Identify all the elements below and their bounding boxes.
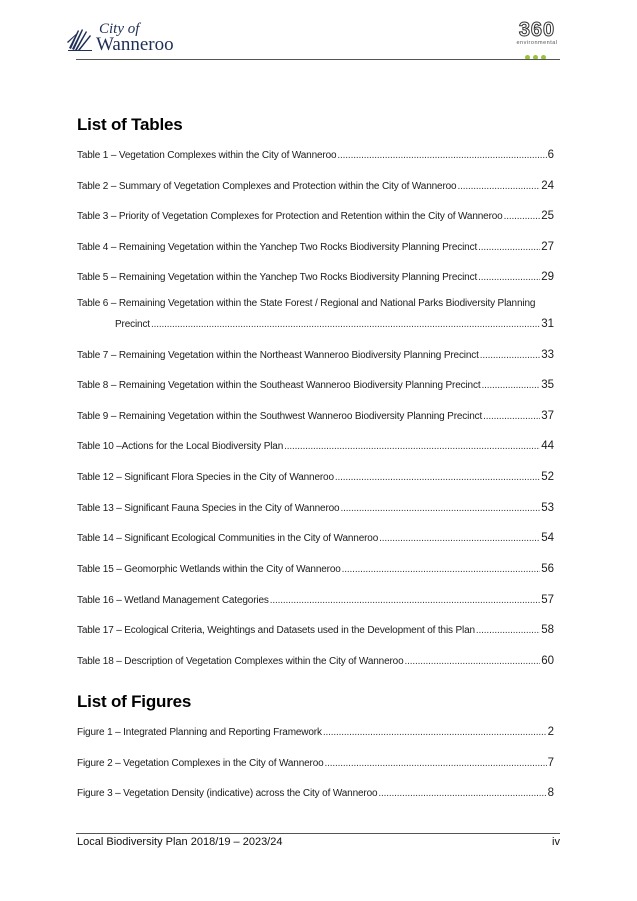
- toc-page-number: 53: [541, 502, 554, 514]
- toc-label: Table 14 – Significant Ecological Communities in the City of Wanneroo: [77, 533, 379, 544]
- footer-divider: [76, 833, 560, 834]
- toc-table-3[interactable]: [77, 209, 554, 224]
- toc-page-number: 37: [541, 410, 554, 422]
- dot-leader: [335, 471, 540, 485]
- toc-label: Table 9 – Remaining Vegetation within the Southwest Wanneroo Biodiversity Planning Precinct: [77, 411, 483, 422]
- toc-table-13[interactable]: [77, 501, 554, 516]
- page-header: [0, 0, 637, 62]
- footer-document-title: Local Biodiversity Plan 2018/19 – 2023/24: [77, 836, 283, 848]
- toc-page-number: 25: [541, 210, 554, 222]
- dot-leader: [378, 787, 546, 801]
- toc-label: Table 15 – Geomorphic Wetlands within the City of Wanneroo: [77, 564, 341, 575]
- dot-leader: [325, 757, 547, 771]
- toc-table-1[interactable]: [77, 148, 554, 163]
- toc-table-4[interactable]: [77, 240, 554, 255]
- list-of-figures-heading: List of Figures: [77, 692, 192, 711]
- toc-label: Table 13 – Significant Fauna Species in the City of Wanneroo: [77, 503, 340, 514]
- toc-label: Figure 3 – Vegetation Density (indicative) across the City of Wanneroo: [77, 788, 378, 799]
- toc-table-14[interactable]: [77, 531, 554, 546]
- toc-label: Table 1 – Vegetation Complexes within the City of Wanneroo: [77, 150, 337, 161]
- toc-label: Table 12 – Significant Flora Species in the City of Wanneroo: [77, 472, 334, 483]
- banksia-icon: [66, 26, 96, 52]
- footer-page-number: iv: [552, 836, 560, 848]
- toc-label-continued: Precinct: [115, 319, 150, 330]
- toc-table-15[interactable]: [77, 562, 554, 577]
- toc-label: Table 16 – Wetland Management Categories: [77, 595, 269, 606]
- toc-table-10[interactable]: [77, 439, 554, 454]
- toc-page-number: 58: [541, 624, 554, 636]
- toc-table-16[interactable]: [77, 593, 554, 608]
- toc-page-number: 29: [541, 271, 554, 283]
- toc-label: Table 5 – Remaining Vegetation within the Yanchep Two Rocks Biodiversity Planning Precinct: [77, 272, 478, 283]
- toc-table-7[interactable]: [77, 348, 554, 363]
- dot-leader: [337, 149, 546, 163]
- toc-label: Table 2 – Summary of Vegetation Complexes and Protection within the City of Wanneroo: [77, 181, 457, 192]
- toc-page-number: 35: [541, 379, 554, 391]
- 360-environmental-logo: [507, 19, 569, 55]
- list-of-tables-heading: List of Tables: [77, 115, 183, 134]
- dot-leader: [504, 210, 541, 224]
- toc-label: Table 7 – Remaining Vegetation within the Northeast Wanneroo Biodiversity Planning Precinct: [77, 350, 479, 361]
- dot-leader: [480, 349, 540, 363]
- toc-page-number: 60: [541, 655, 554, 667]
- toc-page-number: 44: [541, 440, 554, 452]
- dot-leader: [483, 410, 540, 424]
- city-of-wanneroo-logo: [66, 22, 196, 58]
- toc-page-number: 24: [541, 180, 554, 192]
- toc-figure-3[interactable]: [77, 786, 554, 801]
- toc-page-number: 57: [541, 594, 554, 606]
- dot-leader: [323, 726, 547, 740]
- logo-dots: [525, 47, 549, 65]
- dot-leader: [457, 180, 540, 194]
- toc-page-number: 7: [547, 757, 554, 769]
- header-divider: [76, 59, 560, 60]
- dot-leader: [379, 532, 540, 546]
- toc-page-number: 27: [541, 241, 554, 253]
- logo-wanneroo-text: Wanneroo: [96, 34, 174, 55]
- dot-leader: [270, 594, 540, 608]
- toc-figure-1[interactable]: [77, 725, 554, 740]
- toc-table-9[interactable]: [77, 409, 554, 424]
- toc-table-12[interactable]: [77, 470, 554, 485]
- toc-table-18[interactable]: [77, 654, 554, 669]
- toc-table-17[interactable]: [77, 623, 554, 638]
- dot-leader: [405, 655, 541, 669]
- dot-leader: [342, 563, 541, 577]
- toc-page-number: 33: [541, 349, 554, 361]
- toc-table-5[interactable]: [77, 270, 554, 285]
- toc-page-number: 8: [547, 787, 554, 799]
- toc-page-number: 56: [541, 563, 554, 575]
- toc-label: Table 6 – Remaining Vegetation within the State Forest / Regional and National Parks Biodiversity Planning: [77, 298, 536, 309]
- logo-360-text: 360: [518, 19, 556, 41]
- toc-label: Table 8 – Remaining Vegetation within the Southeast Wanneroo Biodiversity Planning Precinct: [77, 380, 481, 391]
- toc-label: Table 18 – Description of Vegetation Complexes within the City of Wanneroo: [77, 656, 404, 667]
- toc-page-number: 31: [541, 318, 554, 330]
- dot-leader: [284, 440, 540, 454]
- toc-page-number: 52: [541, 471, 554, 483]
- dot-leader: [478, 271, 540, 285]
- toc-table-6[interactable]: [77, 297, 554, 332]
- dot-leader: [476, 624, 540, 638]
- toc-table-8[interactable]: [77, 378, 554, 393]
- toc-label: Figure 1 – Integrated Planning and Reporting Framework: [77, 727, 322, 738]
- toc-page-number: 54: [541, 532, 554, 544]
- dot-leader: [151, 318, 540, 332]
- logo-city-of-text: City of: [99, 21, 140, 37]
- toc-figure-2[interactable]: [77, 756, 554, 771]
- toc-page-number: 2: [547, 726, 554, 738]
- toc-label: Table 17 – Ecological Criteria, Weightings and Datasets used in the Development of this Plan: [77, 625, 475, 636]
- toc-label: Figure 2 – Vegetation Complexes in the City of Wanneroo: [77, 758, 324, 769]
- toc-label: Table 3 – Priority of Vegetation Complexes for Protection and Retention within the City of Wanneroo: [77, 211, 503, 222]
- toc-label: Table 4 – Remaining Vegetation within the Yanchep Two Rocks Biodiversity Planning Precinct: [77, 242, 478, 253]
- toc-label: Table 10 –Actions for the Local Biodiversity Plan: [77, 441, 284, 452]
- dot-leader: [478, 241, 540, 255]
- toc-table-2[interactable]: [77, 179, 554, 194]
- dot-leader: [340, 502, 540, 516]
- toc-page-number: 6: [547, 149, 554, 161]
- logo-environmental-text: environmental: [516, 40, 558, 46]
- dot-leader: [481, 379, 540, 393]
